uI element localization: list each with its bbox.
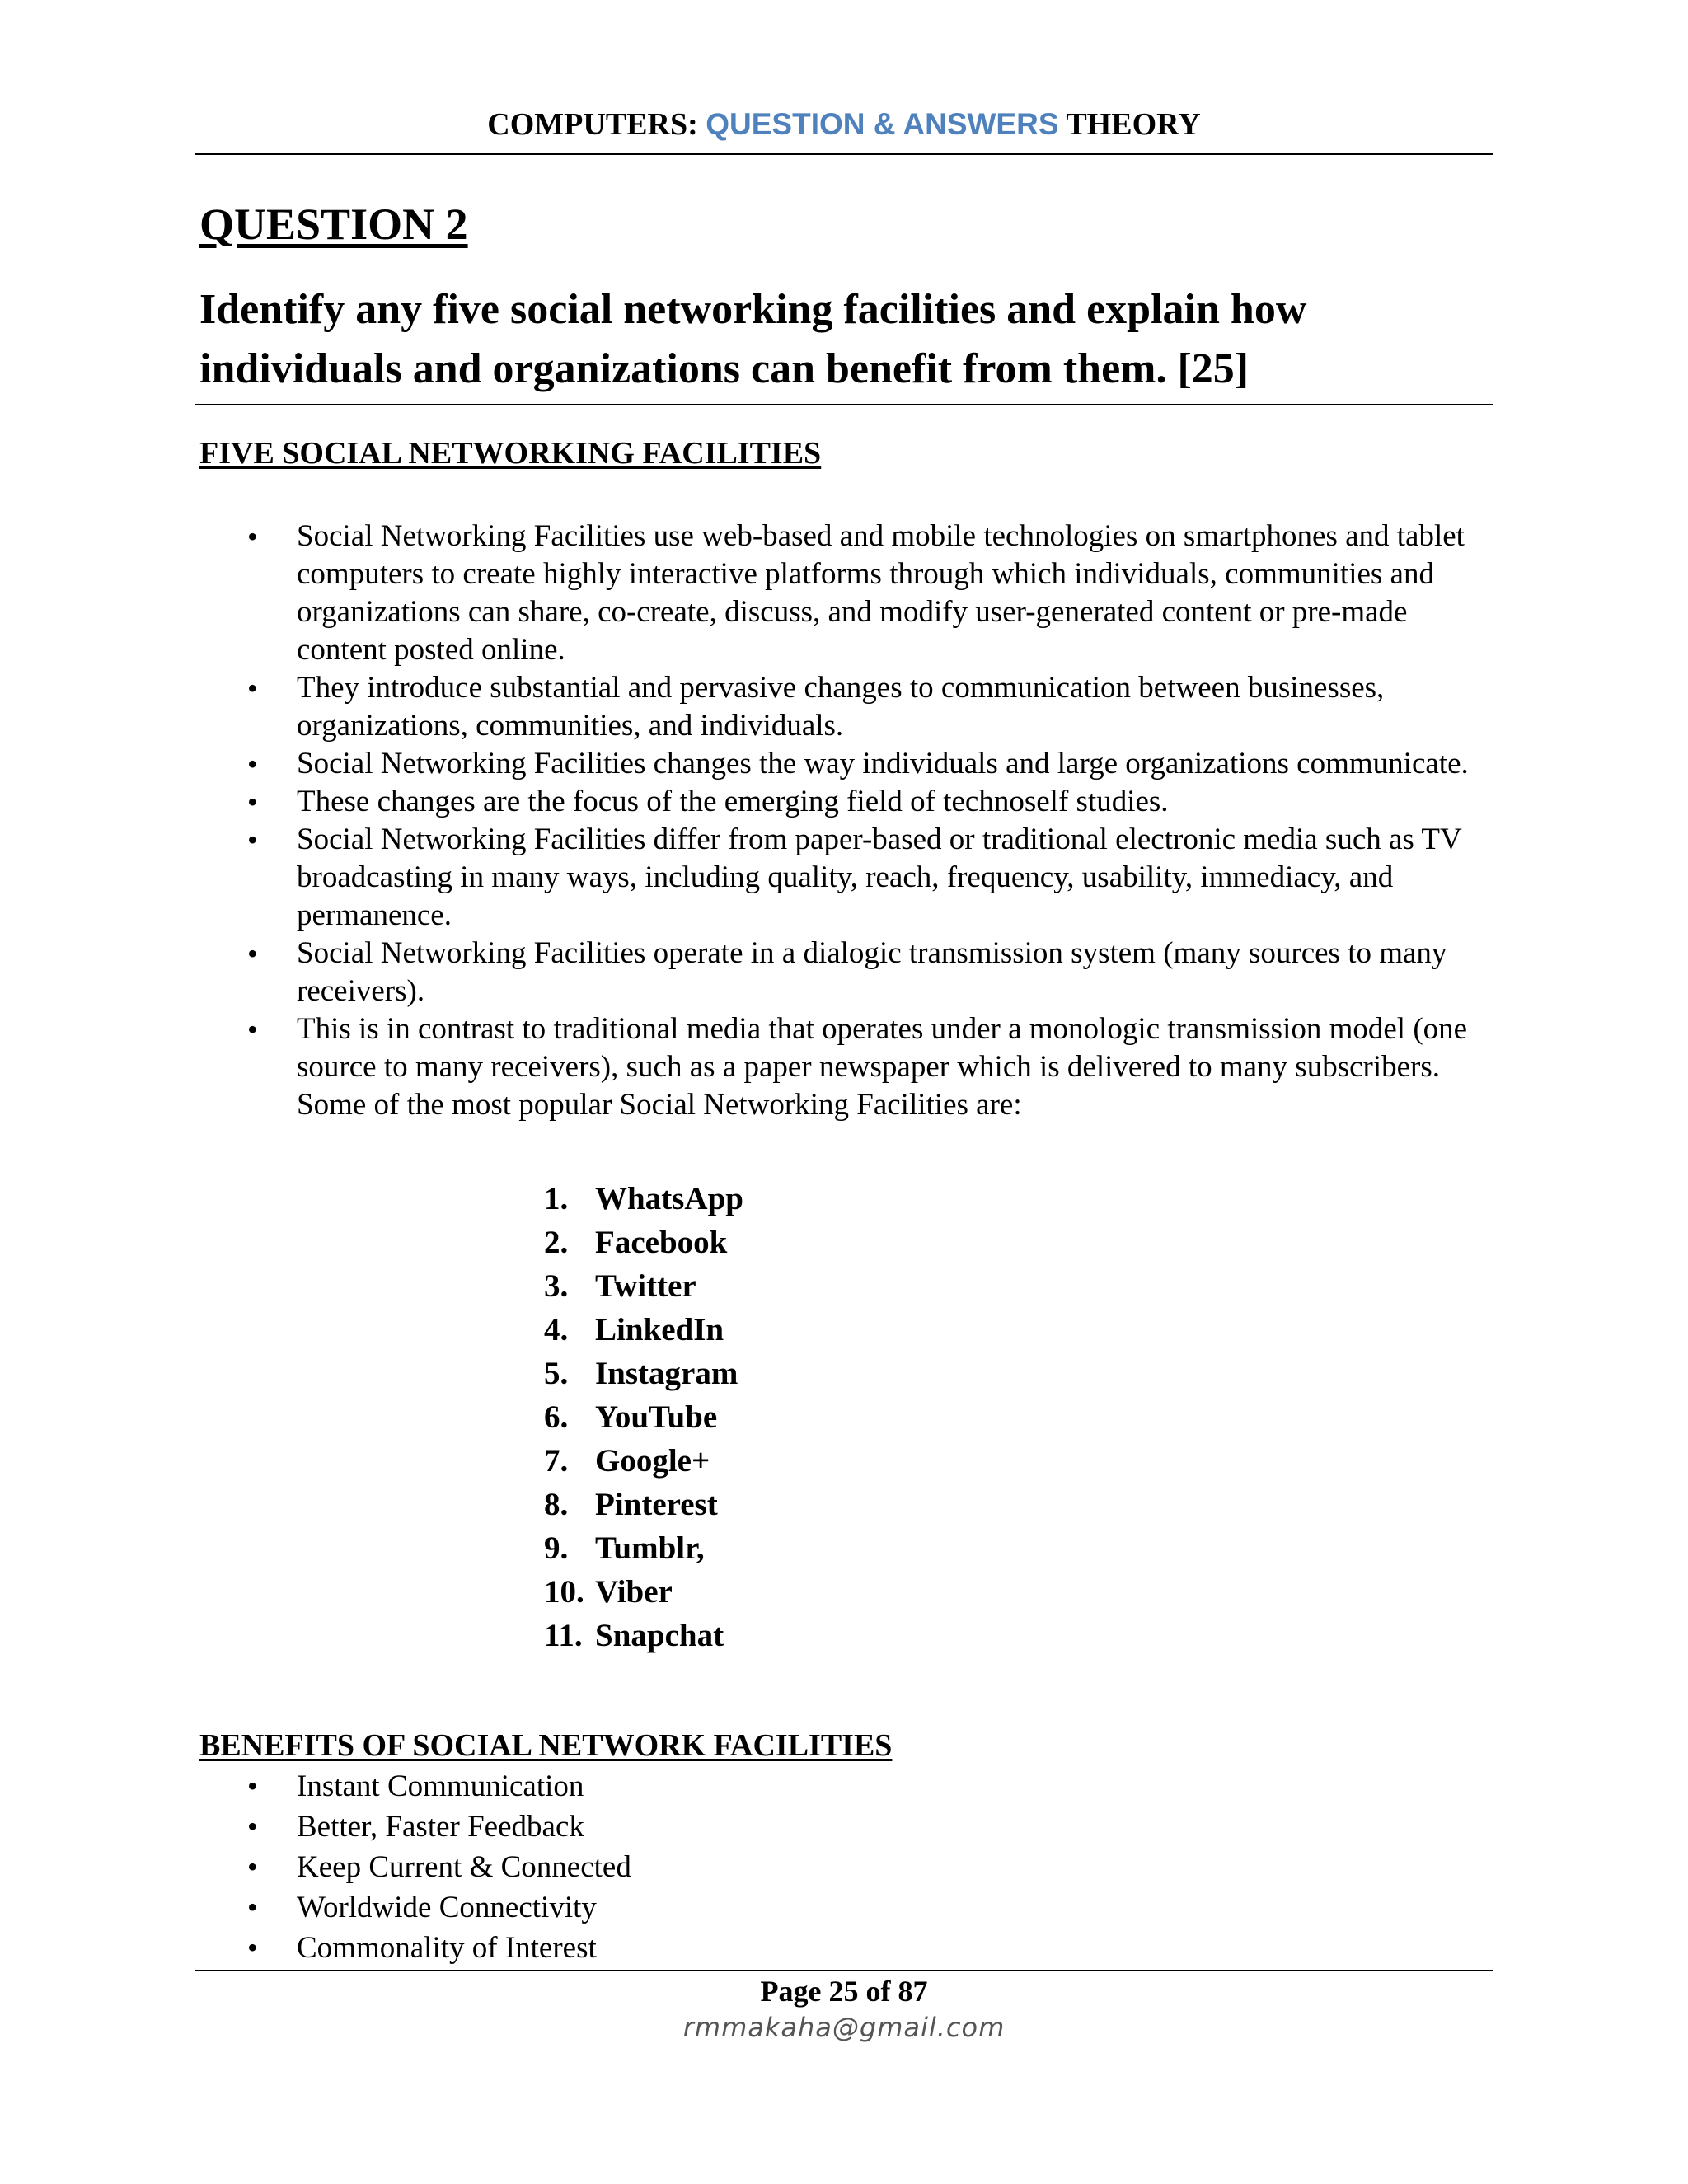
bullet-text: Social Networking Facilities use web-based and mobile technologies on smartphones and tablet computers to create highly interactive platforms through which individuals, communities and organizations can share, co-create, discuss, and modify user-generated content or pre-made content posted online. (297, 519, 1465, 667)
bullet-icon: • (247, 1769, 258, 1802)
app-list-item (544, 1264, 743, 1308)
app-number: 7. (544, 1443, 569, 1479)
bullet-text: Social Networking Facilities operate in a dialogic transmission system (many sources to many receivers). (297, 936, 1447, 1008)
bullet-text: Social Networking Facilities changes the way individuals and large organizations communicate. (297, 747, 1469, 780)
list-item (0, 935, 1484, 1010)
bullet-icon: • (247, 937, 258, 970)
app-number: 5. (544, 1356, 569, 1391)
facilities-bullet-list (0, 518, 1484, 1124)
facilities-heading: FIVE SOCIAL NETWORKING FACILITIES (199, 436, 822, 471)
question-text: Identify any five social networking facilities and explain how individuals and organizations can benefit from them. [25] (199, 286, 1307, 392)
bullet-icon: • (247, 1850, 258, 1883)
app-list-item (544, 1308, 743, 1352)
list-item (0, 1928, 1484, 1968)
bullet-icon: • (247, 1931, 258, 1964)
bullet-icon: • (247, 1891, 258, 1924)
app-number: 10. (544, 1574, 584, 1610)
app-list-item (544, 1614, 743, 1657)
bullet-text: Keep Current & Connected (297, 1850, 631, 1884)
header-colon: : (687, 107, 706, 142)
app-name: Pinterest (595, 1487, 718, 1522)
app-name: WhatsApp (595, 1181, 743, 1216)
list-item (0, 669, 1484, 745)
bullet-text: Worldwide Connectivity (297, 1891, 597, 1924)
header-accent: QUESTION & ANSWERS (706, 107, 1059, 141)
app-number: 6. (544, 1399, 569, 1435)
app-name: LinkedIn (595, 1312, 724, 1347)
bullet-text: Social Networking Facilities differ from paper-based or traditional electronic media such as TV broadcasting in many ways, including quality, reach, frequency, usability, immediacy, and permanence. (297, 823, 1462, 932)
app-name: Instagram (595, 1356, 738, 1391)
bullet-text: These changes are the focus of the emerging field of technoself studies. (297, 785, 1169, 818)
bullet-icon: • (247, 748, 258, 780)
footer-email: rmmakaha@gmail.com (682, 2012, 1006, 2043)
list-item (0, 745, 1484, 783)
list-item (0, 1010, 1484, 1124)
app-name: YouTube (595, 1399, 718, 1435)
bullet-icon: • (247, 1810, 258, 1843)
list-item (0, 518, 1484, 669)
question-rule (195, 404, 1493, 405)
app-name: Viber (595, 1574, 673, 1610)
app-list-item (544, 1352, 743, 1395)
app-number: 11. (544, 1618, 583, 1653)
page-number: Page 25 of 87 (760, 1975, 928, 2008)
app-list-item (544, 1177, 743, 1221)
list-item (0, 1807, 1484, 1847)
bullet-icon: • (247, 672, 258, 705)
bullet-text: Better, Faster Feedback (297, 1810, 584, 1844)
app-list-item (544, 1221, 743, 1264)
bullet-icon: • (247, 823, 258, 856)
bullet-icon: • (247, 785, 258, 818)
app-list-item (544, 1570, 743, 1614)
apps-numbered-list (544, 1177, 743, 1657)
benefits-bullet-list (0, 1766, 1484, 1968)
header-prefix: COMPUTERS (487, 107, 688, 142)
app-name: Google+ (595, 1443, 710, 1479)
app-name: Facebook (595, 1225, 728, 1260)
bullet-text: Instant Communication (297, 1769, 584, 1803)
header-suffix: THEORY (1058, 107, 1201, 142)
list-item (0, 1766, 1484, 1807)
list-item (0, 1847, 1484, 1887)
list-item (0, 783, 1484, 821)
app-list-item (544, 1483, 743, 1526)
bullet-text: This is in contrast to traditional media that operates under a monologic transmission model (one source to many receivers), such as a paper newspaper which is delivered to many subscribers. Some of the most popular Social Networking Facilities are: (297, 1012, 1468, 1122)
bullet-icon: • (247, 520, 258, 553)
bullet-icon: • (247, 1013, 258, 1046)
app-name: Tumblr, (595, 1530, 705, 1566)
footer-rule (195, 1970, 1493, 1971)
page-header (195, 104, 1493, 145)
app-number: 2. (544, 1225, 569, 1260)
app-list-item (544, 1395, 743, 1439)
app-name: Twitter (595, 1268, 696, 1304)
header-rule (195, 153, 1493, 155)
list-item (0, 1887, 1484, 1928)
app-number: 3. (544, 1268, 569, 1304)
benefits-heading: BENEFITS OF SOCIAL NETWORK FACILITIES (199, 1728, 893, 1763)
bullet-text: They introduce substantial and pervasive changes to communication between businesses, organizations, communities, and individuals. (297, 671, 1385, 743)
app-number: 8. (544, 1487, 569, 1522)
app-number: 4. (544, 1312, 569, 1347)
app-name: Snapchat (595, 1618, 724, 1653)
bullet-text: Commonality of Interest (297, 1931, 597, 1965)
app-list-item (544, 1526, 743, 1570)
app-number: 1. (544, 1181, 569, 1216)
app-number: 9. (544, 1530, 569, 1566)
app-list-item (544, 1439, 743, 1483)
list-item (0, 821, 1484, 935)
question-title: QUESTION 2 (199, 199, 468, 249)
